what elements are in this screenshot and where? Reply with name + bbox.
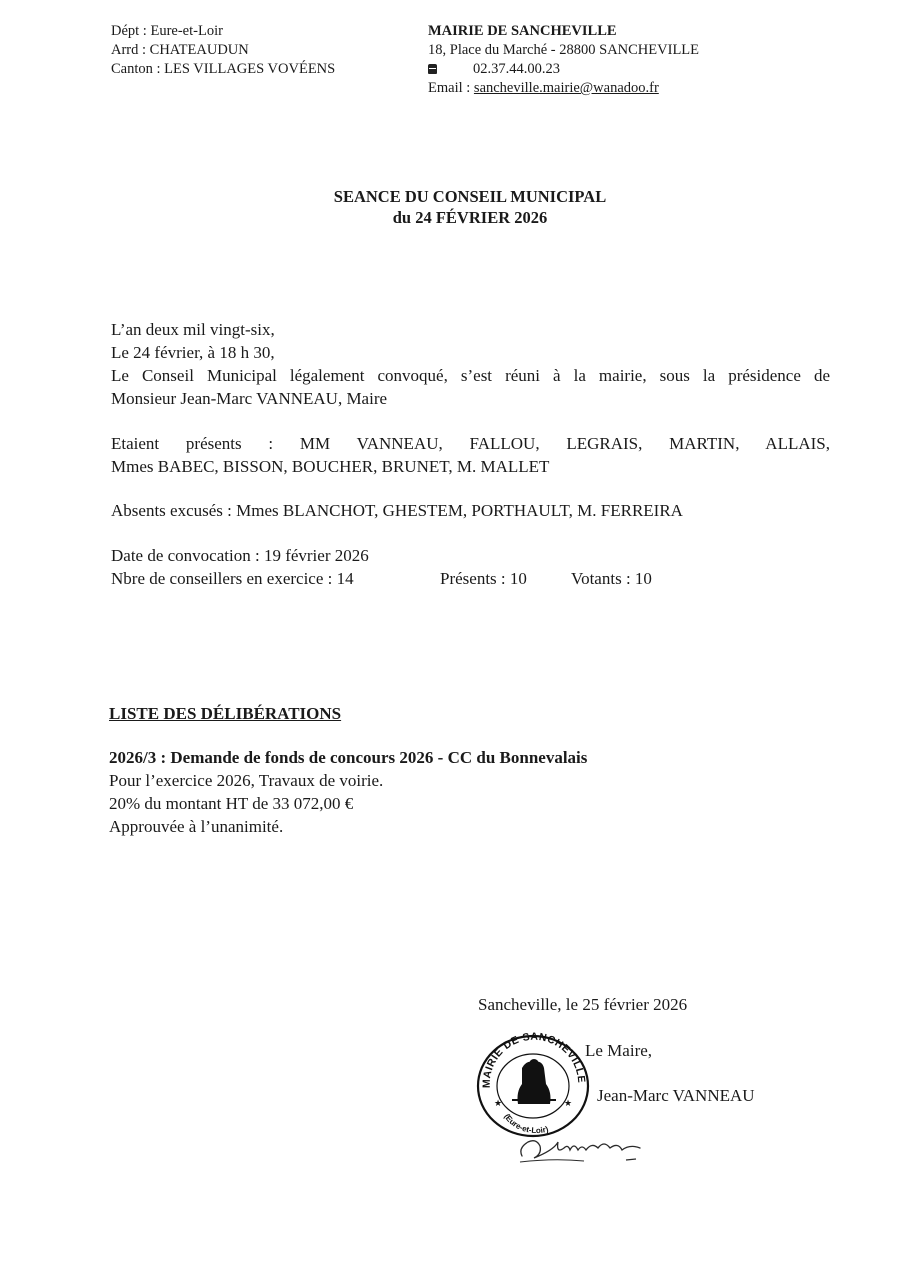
- mairie-address: 18, Place du Marché - 28800 SANCHEVILLE: [428, 42, 700, 58]
- signoff-place-date: Sancheville, le 25 février 2026: [478, 995, 688, 1014]
- email-label: Email :: [428, 80, 474, 96]
- email-line: [428, 79, 659, 98]
- official-stamp-icon: [474, 1030, 592, 1138]
- intro-line-4: Monsieur Jean-Marc VANNEAU, Maire: [111, 389, 388, 408]
- phone-icon: [428, 64, 437, 74]
- arrd-line: Arrd : CHATEAUDUN: [111, 42, 249, 58]
- conseillers-count: Nbre de conseillers en exercice : 14: [111, 569, 354, 588]
- deliberation-line-1: Pour l’exercice 2026, Travaux de voirie.: [109, 771, 384, 790]
- page-subtitle: du 24 FÉVRIER 2026: [392, 208, 548, 227]
- mairie-name: MAIRIE DE SANCHEVILLE: [428, 23, 617, 39]
- deliberation-line-3: Approuvée à l’unanimité.: [109, 817, 284, 836]
- signoff-role: Le Maire,: [585, 1041, 653, 1060]
- convocation-date: Date de convocation : 19 février 2026: [111, 546, 369, 565]
- signature-icon: [514, 1128, 654, 1168]
- phone-line: [428, 60, 560, 79]
- absents-line: Absents excusés : Mmes BLANCHOT, GHESTEM, PORTHAULT, M. FERREIRA: [111, 501, 683, 520]
- presents-line-2: Mmes BABEC, BISSON, BOUCHER, BRUNET, M. MALLET: [111, 457, 550, 476]
- deliberation-line-2: 20% du montant HT de 33 072,00 €: [109, 794, 354, 813]
- presents-line-1: Etaient présents : MM VANNEAU, FALLOU, LEGRAIS, MARTIN, ALLAIS,: [111, 434, 830, 453]
- signoff-name: Jean-Marc VANNEAU: [597, 1086, 755, 1105]
- intro-line-3: Le Conseil Municipal légalement convoqué, s’est réuni à la mairie, sous la présidence de: [111, 366, 830, 385]
- canton-line: Canton : LES VILLAGES VOVÉENS: [111, 61, 336, 77]
- email-link[interactable]: sancheville.mairie@wanadoo.fr: [473, 80, 659, 96]
- svg-text:★: ★: [494, 1099, 503, 1109]
- intro-line-2: Le 24 février, à 18 h 30,: [111, 343, 275, 362]
- dept-line: Dépt : Eure-et-Loir: [111, 23, 223, 39]
- deliberation-title: 2026/3 : Demande de fonds de concours 2026 - CC du Bonnevalais: [109, 748, 588, 767]
- page-title: SEANCE DU CONSEIL MUNICIPAL: [333, 187, 607, 206]
- phone-number: 02.37.44.00.23: [473, 61, 560, 77]
- svg-text:★: ★: [564, 1099, 573, 1109]
- stamp-top-text: MAIRIE DE SANCHEVILLE: [480, 1030, 588, 1089]
- presents-count: Présents : 10: [440, 569, 527, 588]
- intro-line-1: L’an deux mil vingt-six,: [111, 320, 275, 339]
- votants-count: Votants : 10: [571, 569, 652, 588]
- stamp-bottom-text: (Eure-et-Loir): [502, 1112, 550, 1136]
- deliberations-heading: LISTE DES DÉLIBÉRATIONS: [109, 704, 342, 723]
